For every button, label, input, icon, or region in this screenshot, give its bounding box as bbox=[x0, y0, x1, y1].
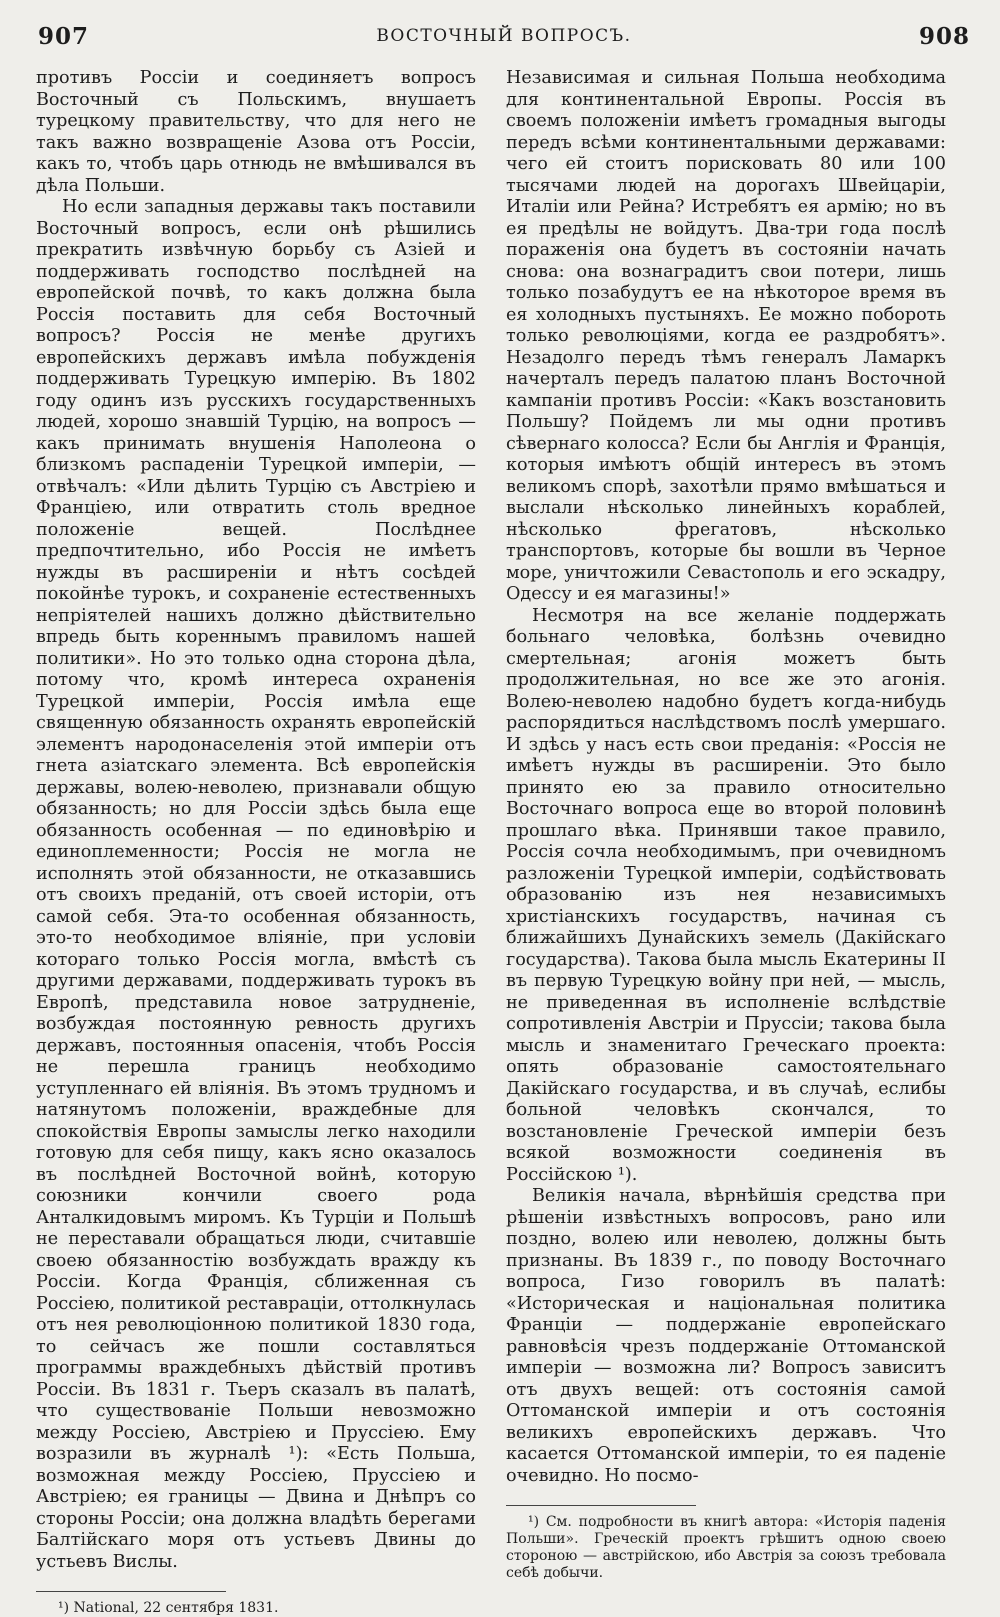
paragraph: Великія начала, вѣрнѣйшія средства при рѣшеніи извѣстныхъ вопросовъ, рано или поздно, волею или неволею, должны быть признаны. Въ 1839 г., по поводу Восточнаго вопроса, Гизо говорилъ въ палатѣ: «Историческая и національная политика Франціи — поддержаніе европейскаго равновѣсія чрезъ поддержаніе Оттоманской имперіи — возможна ли? Вопросъ зависитъ отъ двухъ вещей: отъ состоянія самой Оттоманской имперіи и отъ состоянія великихъ европейскихъ державъ. Что касается Оттоманской имперіи, то ея паденіе очевидно. Но посмо- bbox=[506, 1186, 946, 1486]
paragraph: Несмотря на все желаніе поддержать больнаго человѣка, болѣзнь очевидно смертельная; агонія можетъ быть продолжительная, но все же это агонія. Волею-неволею надобно будетъ когда-нибудь распорядиться наслѣдствомъ послѣ умершаго. И здѣсь у насъ есть свои преданія: «Россія не имѣетъ нужды въ расширеніи. Это было принято ею за правило относительно Восточнаго вопроса еще во второй половинѣ прошлаго вѣка. Принявши такое правило, Россія сочла необходимымъ, при очевидномъ разложеніи Турецкой имперіи, содѣйствовать образованію изъ нея независимыхъ христіанскихъ государствъ, начиная съ ближайшихъ Дунайскихъ земель (Дакійскаго государства). Такова была мысль Екатерины II въ первую Турецкую войну при ней, — мысль, не приведенная въ исполненіе вслѣдствіе сопротивленія Австріи и Пруссіи; такова была мысль и знаменитаго Греческаго проекта: опять образованіе самостоятельнаго Дакійскаго государства, и въ случаѣ, еслибы больной человѣкъ скончался, то возстановленіе Греческой имперіи безъ всякой возможности соединенія въ Россійскою ¹). bbox=[506, 605, 946, 1185]
left-column bbox=[36, 68, 476, 1617]
paragraph: противъ Россіи и соединяетъ вопросъ Восточный съ Польскимъ, внушаетъ турецкому правительству, что для него не такъ важно возвращеніе Азова отъ Россіи, какъ то, чтобъ царь отнюдь не вмѣшивался въ дѣла Польши. bbox=[36, 68, 476, 196]
footnote-divider bbox=[506, 1505, 696, 1506]
footnote: ¹) См. подробности въ книгѣ автора: «Исторія паденія Польши». Греческій проектъ грѣшитъ одною своею стороною — австрійскою, ибо Австрія за союзъ требовала себѣ добычи. bbox=[506, 1514, 946, 1581]
page-number-right: 908 bbox=[918, 22, 970, 50]
running-title: ВОСТОЧНЫЙ ВОПРОСЪ. bbox=[376, 26, 632, 46]
page-number-left: 907 bbox=[38, 22, 90, 50]
page-header bbox=[38, 18, 970, 54]
paragraph: Независимая и сильная Польша необходима для континентальной Европы. Россія въ своемъ положеніи имѣетъ громадныя выгоды передъ всѣми континентальными державами: чего ей стоитъ порисковать 80 или 100 тысячами людей на дорогахъ Швейцаріи, Италіи или Рейна? Истребятъ ея армію; но въ ея предѣлы не войдутъ. Два-три года послѣ пораженія она будетъ въ состояніи начать снова: она вознаградитъ свои потери, лишь только позабудутъ ее на нѣкоторое время въ ея холодныхъ пустыняхъ. Ее можно побороть только революціями, когда ее раздробятъ». Незадолго передъ тѣмъ генералъ Ламаркъ начерталъ передъ палатою планъ Восточной кампаніи противъ Россіи: «Какъ возстановить Польшу? Пойдемъ ли мы одни противъ сѣвернаго колосса? Если бы Англія и Франція, которыя имѣютъ общій интересъ въ этомъ великомъ спорѣ, захотѣли прямо вмѣшаться и выслали нѣсколько линейныхъ кораблей, нѣсколько фрегатовъ, нѣсколько транспортовъ, которые бы вошли въ Черное море, уничтожили Севастополь и его эскадру, Одессу и ея магазины!» bbox=[506, 68, 946, 604]
footnote: ¹) National, 22 сентября 1831. bbox=[58, 1600, 279, 1616]
footnote-divider bbox=[36, 1591, 226, 1592]
right-column bbox=[506, 68, 946, 1582]
paragraph: Но если западныя державы такъ поставили Восточный вопросъ, если онѣ рѣшились прекратить извѣчную борьбу съ Азіей и поддерживать господство послѣдней на европейской почвѣ, то какъ должна была Россія поставить для себя Восточный вопросъ? Россія не менѣе другихъ европейскихъ державъ имѣла побужденія поддерживать Турецкую имперію. Въ 1802 году одинъ изъ русскихъ государственныхъ людей, хорошо знавшій Турцію, на вопросъ — какъ принимать внушенія Наполеона о близкомъ распаденіи Турецкой имперіи, — отвѣчалъ: «Или дѣлить Турцію съ Австріею и Франціею, или отвратить столь вредное положеніе вещей. Послѣднее предпочтительно, ибо Россія не имѣетъ нужды въ расширеніи и нѣтъ сосѣдей покойнѣе турокъ, и сохраненіе естественныхъ непріятелей нашихъ должно дѣйствительно впредь быть кореннымъ правиломъ нашей политики». Но это только одна сторона дѣла, потому что, кромѣ интереса охраненія Турецкой имперіи, Россія имѣла еще священную обязанность охранять европейскій элементъ народонаселенія этой имперіи отъ гнета азіатскаго элемента. Всѣ европейскія державы, волею-неволею, признавали общую обязанность; но для Россіи здѣсь была еще обязанность особенная — по единовѣрію и единоплеменности; Россія не могла не исполнять этой обязанности, не отказавшись отъ своихъ преданій, отъ своей исторіи, отъ самой себя. Эта-то особенная обязанность, это-то необходимое вліяніе, при условіи котораго только Россія могла, вмѣстѣ съ другими державами, поддерживать турокъ въ Европѣ, представила новое затрудненіе, возбуждая постоянную ревность другихъ державъ, постоянныя опасенія, чтобъ Россія не перешла границъ необходимо уступленнаго ей вліянія. Въ этомъ трудномъ и натянутомъ положеніи, враждебные для спокойствія Европы замыслы легко находили готовую для себя пищу, какъ ясно оказалось въ послѣдней Восточной войнѣ, которую союзники кончили своего рода Анталкидовымъ миромъ. Къ Турціи и Польшѣ не переставали обращаться люди, считавшіе своею обязанностію возбуждать вражду къ Россіи. Когда Франція, сближенная съ Россіею, политикой реставраціи, оттолкнулась отъ нея революціонною политикой 1830 года, то сейчасъ же пошли составляться программы враждебныхъ дѣйствій противъ Россіи. Въ 1831 г. Тьеръ сказалъ въ палатѣ, что существованіе Польши невозможно между Россіею, Австріею и Пруссіею. Ему возразили въ журналѣ ¹): «Есть Польша, возможная между Россіею, Пруссіею и Австріею; ея границы — Двина и Днѣпръ со стороны Россіи; она должна владѣть берегами Балтійскаго моря отъ устьевъ Двины до устьевъ Вислы. bbox=[36, 197, 476, 1572]
